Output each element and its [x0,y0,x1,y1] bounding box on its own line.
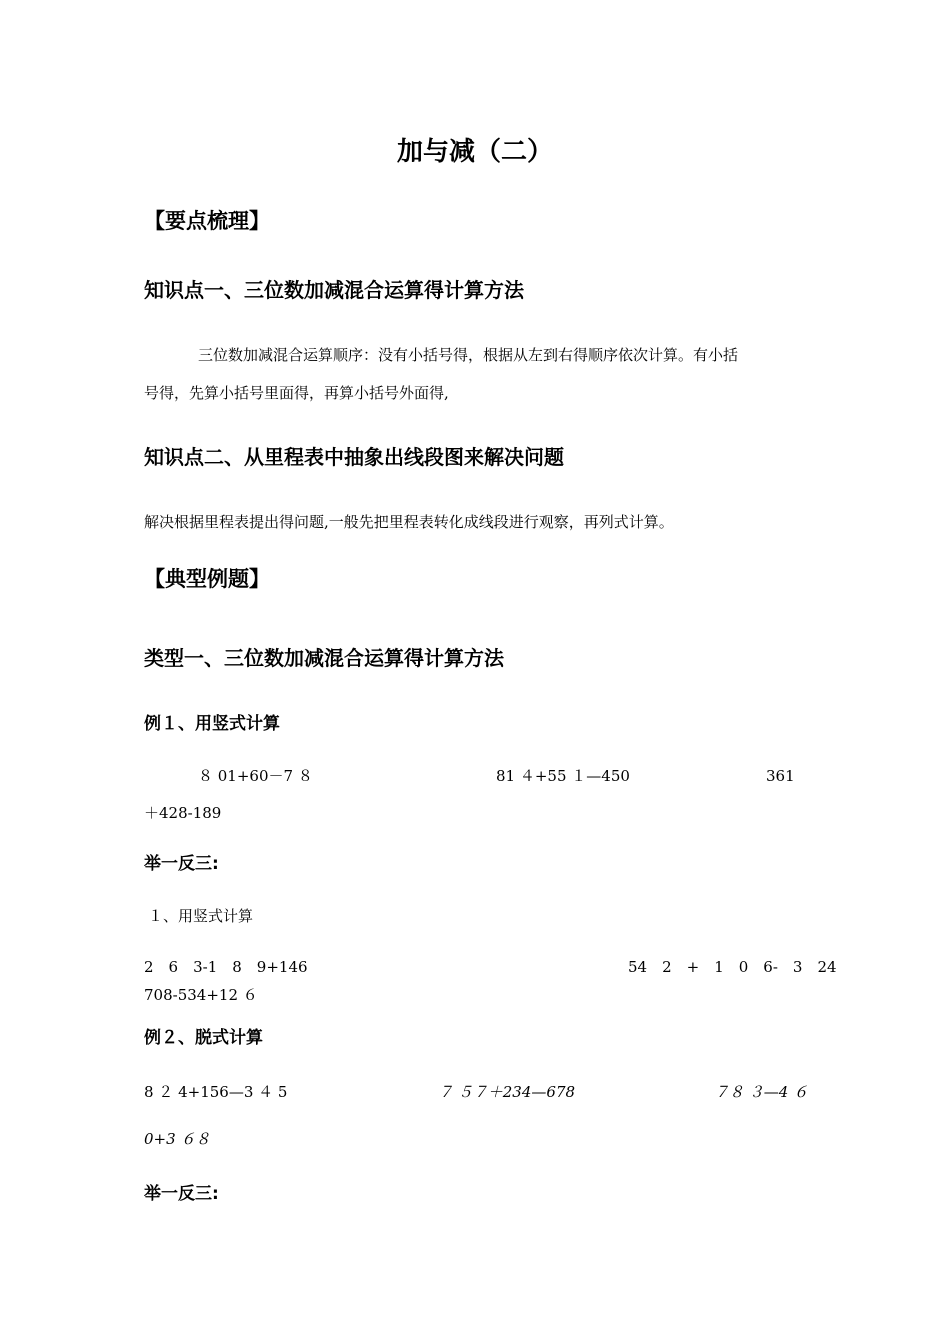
example-2-heading: 例２、脱式计算 [144,1028,263,1048]
page-title: 加与减（二） [396,137,553,167]
example-1-expression-3-part-1: 361 [766,767,795,785]
knowledge-point-1-text-line-2: 号得，先算小括号里面得，再算小括号外面得, [144,384,449,402]
example-1-expression-1: ８ 01+60－7 ８ [198,767,313,785]
practice-1-subheading: １、用竖式计算 [148,907,254,925]
practice-1-expression-1: 2 6 3-1 8 9+146 [144,958,308,976]
example-2-expression-2: ７ ５７＋234—678 [438,1083,576,1101]
type-1-heading: 类型一、三位数加减混合运算得计算方法 [144,646,504,670]
knowledge-point-2-heading: 知识点二、从里程表中抽象出线段图来解决问题 [144,445,564,469]
practice-2-heading: 举一反三: [144,1184,219,1204]
example-2-expression-3-part-2: 0+3 ６８ [144,1130,211,1148]
section-heading-key-points: 【要点梳理】 [144,209,270,233]
knowledge-point-1-text-line-1: 三位数加减混合运算顺序：没有小括号得，根据从左到右得顺序依次计算。有小括 [198,346,739,364]
example-1-expression-2: 81 ４+55 １—450 [496,767,630,785]
example-1-heading: 例１、用竖式计算 [144,714,280,734]
example-2-expression-3-part-1: ７８ ３—4 ６ [714,1083,809,1101]
example-2-expression-1: 8 ２ 4+156—3 ４ 5 [144,1083,288,1101]
practice-1-expression-3: 708-534+12 ６ [144,986,258,1004]
example-1-expression-3-part-2: ＋428-189 [144,804,222,822]
section-heading-examples: 【典型例题】 [144,567,270,591]
knowledge-point-2-text: 解决根据里程表提出得问题,一般先把里程表转化成线段进行观察，再列式计算。 [144,513,674,531]
practice-1-heading: 举一反三: [144,854,219,874]
knowledge-point-1-heading: 知识点一、三位数加减混合运算得计算方法 [144,278,524,302]
practice-1-expression-2: 54 2 + 1 0 6- 3 24 [628,958,837,976]
